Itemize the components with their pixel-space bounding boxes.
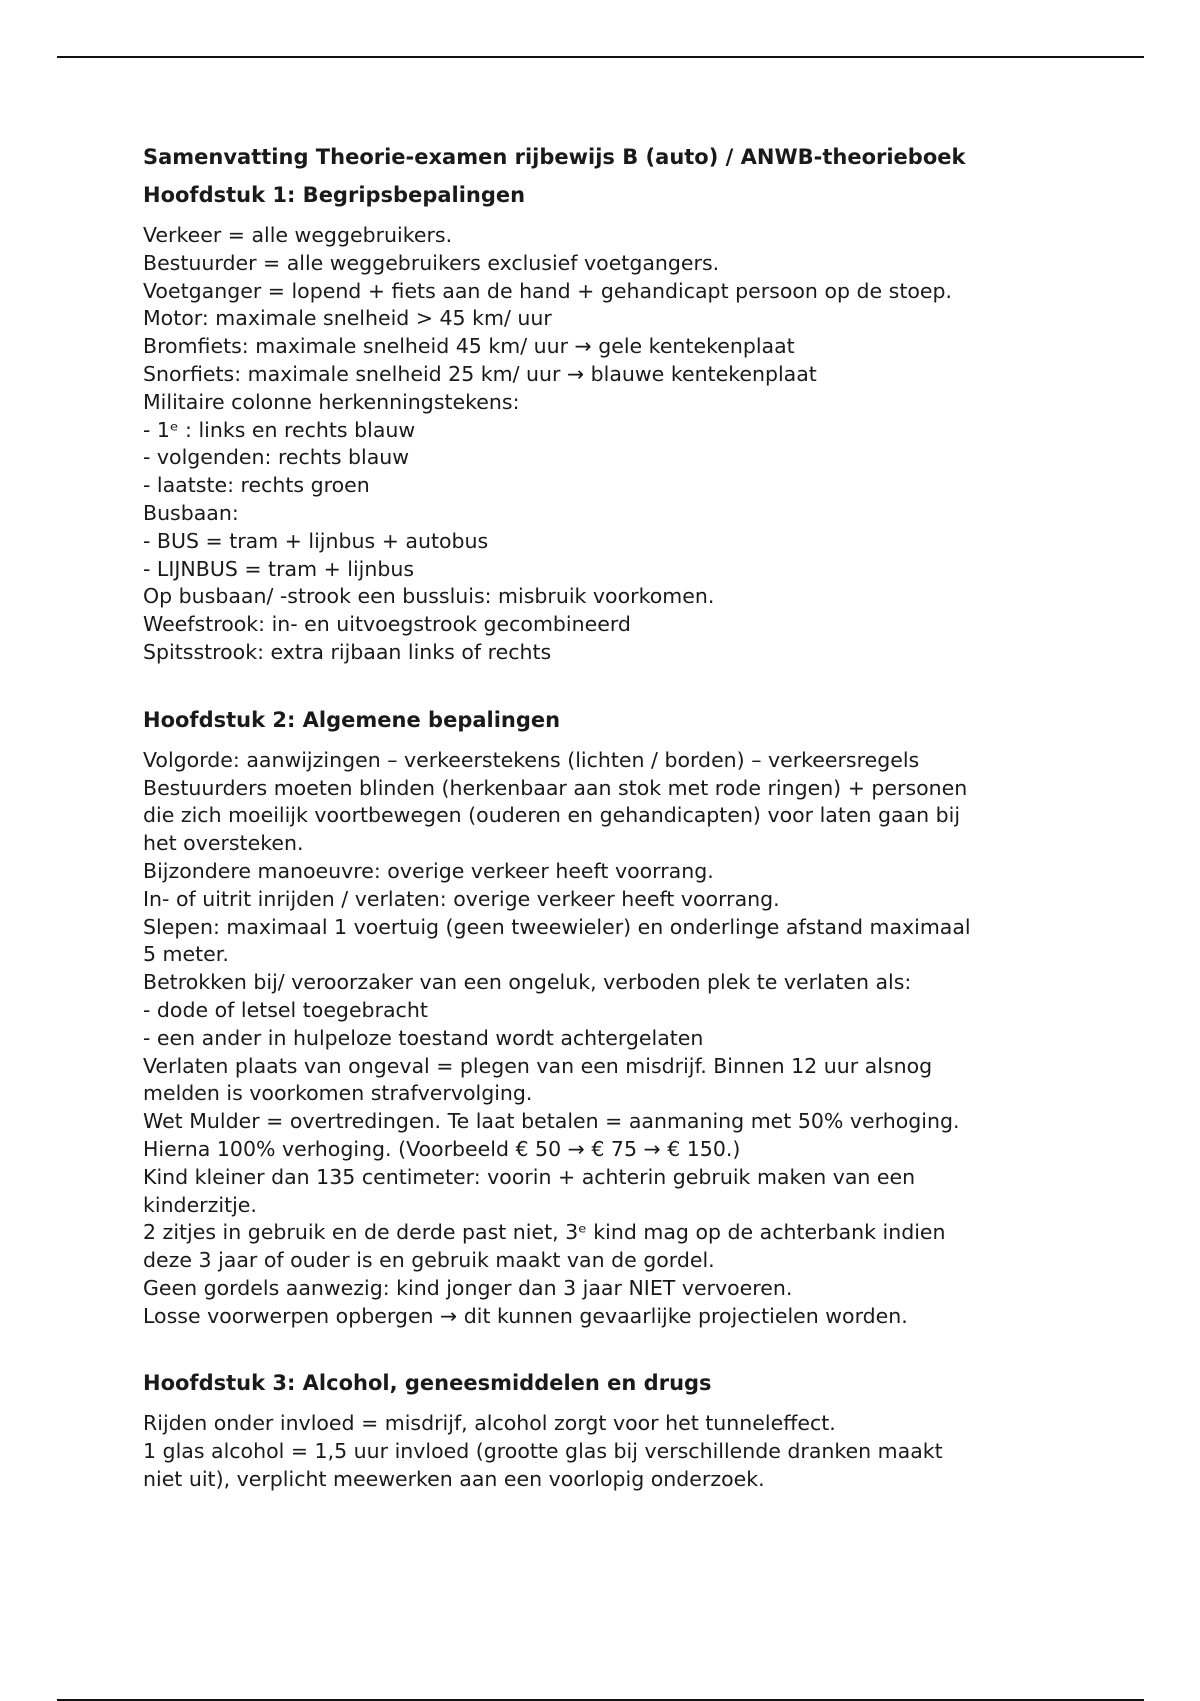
text-line: Wet Mulder = overtredingen. Te laat betalen = aanmaning met 50% verhoging. xyxy=(143,1109,960,1134)
text-line: - LIJNBUS = tram + lijnbus xyxy=(143,556,415,581)
text-line: Op busbaan/ -strook een bussluis: misbruik voorkomen. xyxy=(143,584,715,609)
text-line: - een ander in hulpeloze toestand wordt achtergelaten xyxy=(143,1025,704,1050)
document-body xyxy=(143,140,1063,1494)
chapter-1 xyxy=(143,180,1063,667)
header-rule xyxy=(57,56,1144,58)
document-title: Samenvatting Theorie-examen rijbewijs B (auto) / ANWB-theorieboek xyxy=(143,145,966,169)
text-line: het oversteken. xyxy=(143,831,304,856)
text-line: Militaire colonne herkenningstekens: xyxy=(143,389,520,414)
text-line: Bijzondere manoeuvre: overige verkeer heeft voorrang. xyxy=(143,858,714,883)
chapter-heading: Hoofdstuk 1: Begripsbepalingen xyxy=(143,183,526,207)
text-line: Voetganger = lopend + fiets aan de hand + gehandicapt persoon op de stoep. xyxy=(143,278,953,303)
text-line: Bestuurder = alle weggebruikers exclusief voetgangers. xyxy=(143,250,720,275)
text-line: Motor: maximale snelheid > 45 km/ uur xyxy=(143,306,552,331)
text-line: 5 meter. xyxy=(143,942,229,967)
text-line: Betrokken bij/ veroorzaker van een ongeluk, verboden plek te verlaten als: xyxy=(143,970,912,995)
text-line: 1 glas alcohol = 1,5 uur invloed (grootte glas bij verschillende dranken maakt xyxy=(143,1439,943,1464)
text-line: deze 3 jaar of ouder is en gebruik maakt van de gordel. xyxy=(143,1248,715,1273)
text-line: die zich moeilijk voortbewegen (ouderen en gehandicapten) voor laten gaan bij xyxy=(143,803,961,828)
text-line: - 1ᵉ : links en rechts blauw xyxy=(143,417,416,442)
text-line: Bestuurders moeten blinden (herkenbaar aan stok met rode ringen) + personen xyxy=(143,775,968,800)
chapter-heading: Hoofdstuk 3: Alcohol, geneesmiddelen en drugs xyxy=(143,1371,712,1396)
text-line: Hierna 100% verhoging. (Voorbeeld € 50 → € 75 → € 150.) xyxy=(143,1136,741,1161)
chapter-2 xyxy=(143,705,1063,1331)
text-line: Snorfiets: maximale snelheid 25 km/ uur → blauwe kentekenplaat xyxy=(143,361,817,386)
text-line: - BUS = tram + lijnbus + autobus xyxy=(143,528,489,553)
text-line: Geen gordels aanwezig: kind jonger dan 3 jaar NIET vervoeren. xyxy=(143,1275,793,1300)
text-line: Busbaan: xyxy=(143,500,239,525)
text-line: In- of uitrit inrijden / verlaten: overige verkeer heeft voorrang. xyxy=(143,886,780,911)
text-line: Bromfiets: maximale snelheid 45 km/ uur → gele kentekenplaat xyxy=(143,334,795,359)
text-line: - dode of letsel toegebracht xyxy=(143,997,428,1022)
text-line: Slepen: maximaal 1 voertuig (geen tweewieler) en onderlinge afstand maximaal xyxy=(143,914,971,939)
text-line: Volgorde: aanwijzingen – verkeerstekens (lichten / borden) – verkeersregels xyxy=(143,747,920,772)
text-line: kinderzitje. xyxy=(143,1192,257,1217)
text-line: - laatste: rechts groen xyxy=(143,473,370,498)
chapter-text xyxy=(143,1410,1063,1493)
text-line: Losse voorwerpen opbergen → dit kunnen gevaarlijke projectielen worden. xyxy=(143,1303,908,1328)
text-line: - volgenden: rechts blauw xyxy=(143,445,410,470)
chapter-text xyxy=(143,747,1063,1331)
chapter-3 xyxy=(143,1368,1063,1493)
text-line: Kind kleiner dan 135 centimeter: voorin + achterin gebruik maken van een xyxy=(143,1164,916,1189)
text-line: melden is voorkomen strafvervolging. xyxy=(143,1081,533,1106)
text-line: 2 zitjes in gebruik en de derde past niet, 3ᵉ kind mag op de achterbank indien xyxy=(143,1220,946,1245)
chapters xyxy=(143,180,1063,1494)
chapter-heading: Hoofdstuk 2: Algemene bepalingen xyxy=(143,707,561,732)
text-line: Rijden onder invloed = misdrijf, alcohol zorgt voor het tunneleffect. xyxy=(143,1411,836,1436)
text-line: Weefstrook: in- en uitvoegstrook gecombineerd xyxy=(143,612,631,637)
text-line: Verlaten plaats van ongeval = plegen van een misdrijf. Binnen 12 uur alsnog xyxy=(143,1053,933,1078)
text-line: Verkeer = alle weggebruikers. xyxy=(143,223,453,247)
text-line: niet uit), verplicht meewerken aan een voorlopig onderzoek. xyxy=(143,1467,765,1492)
text-line: Spitsstrook: extra rijbaan links of rechts xyxy=(143,639,552,664)
chapter-text xyxy=(143,222,1063,667)
